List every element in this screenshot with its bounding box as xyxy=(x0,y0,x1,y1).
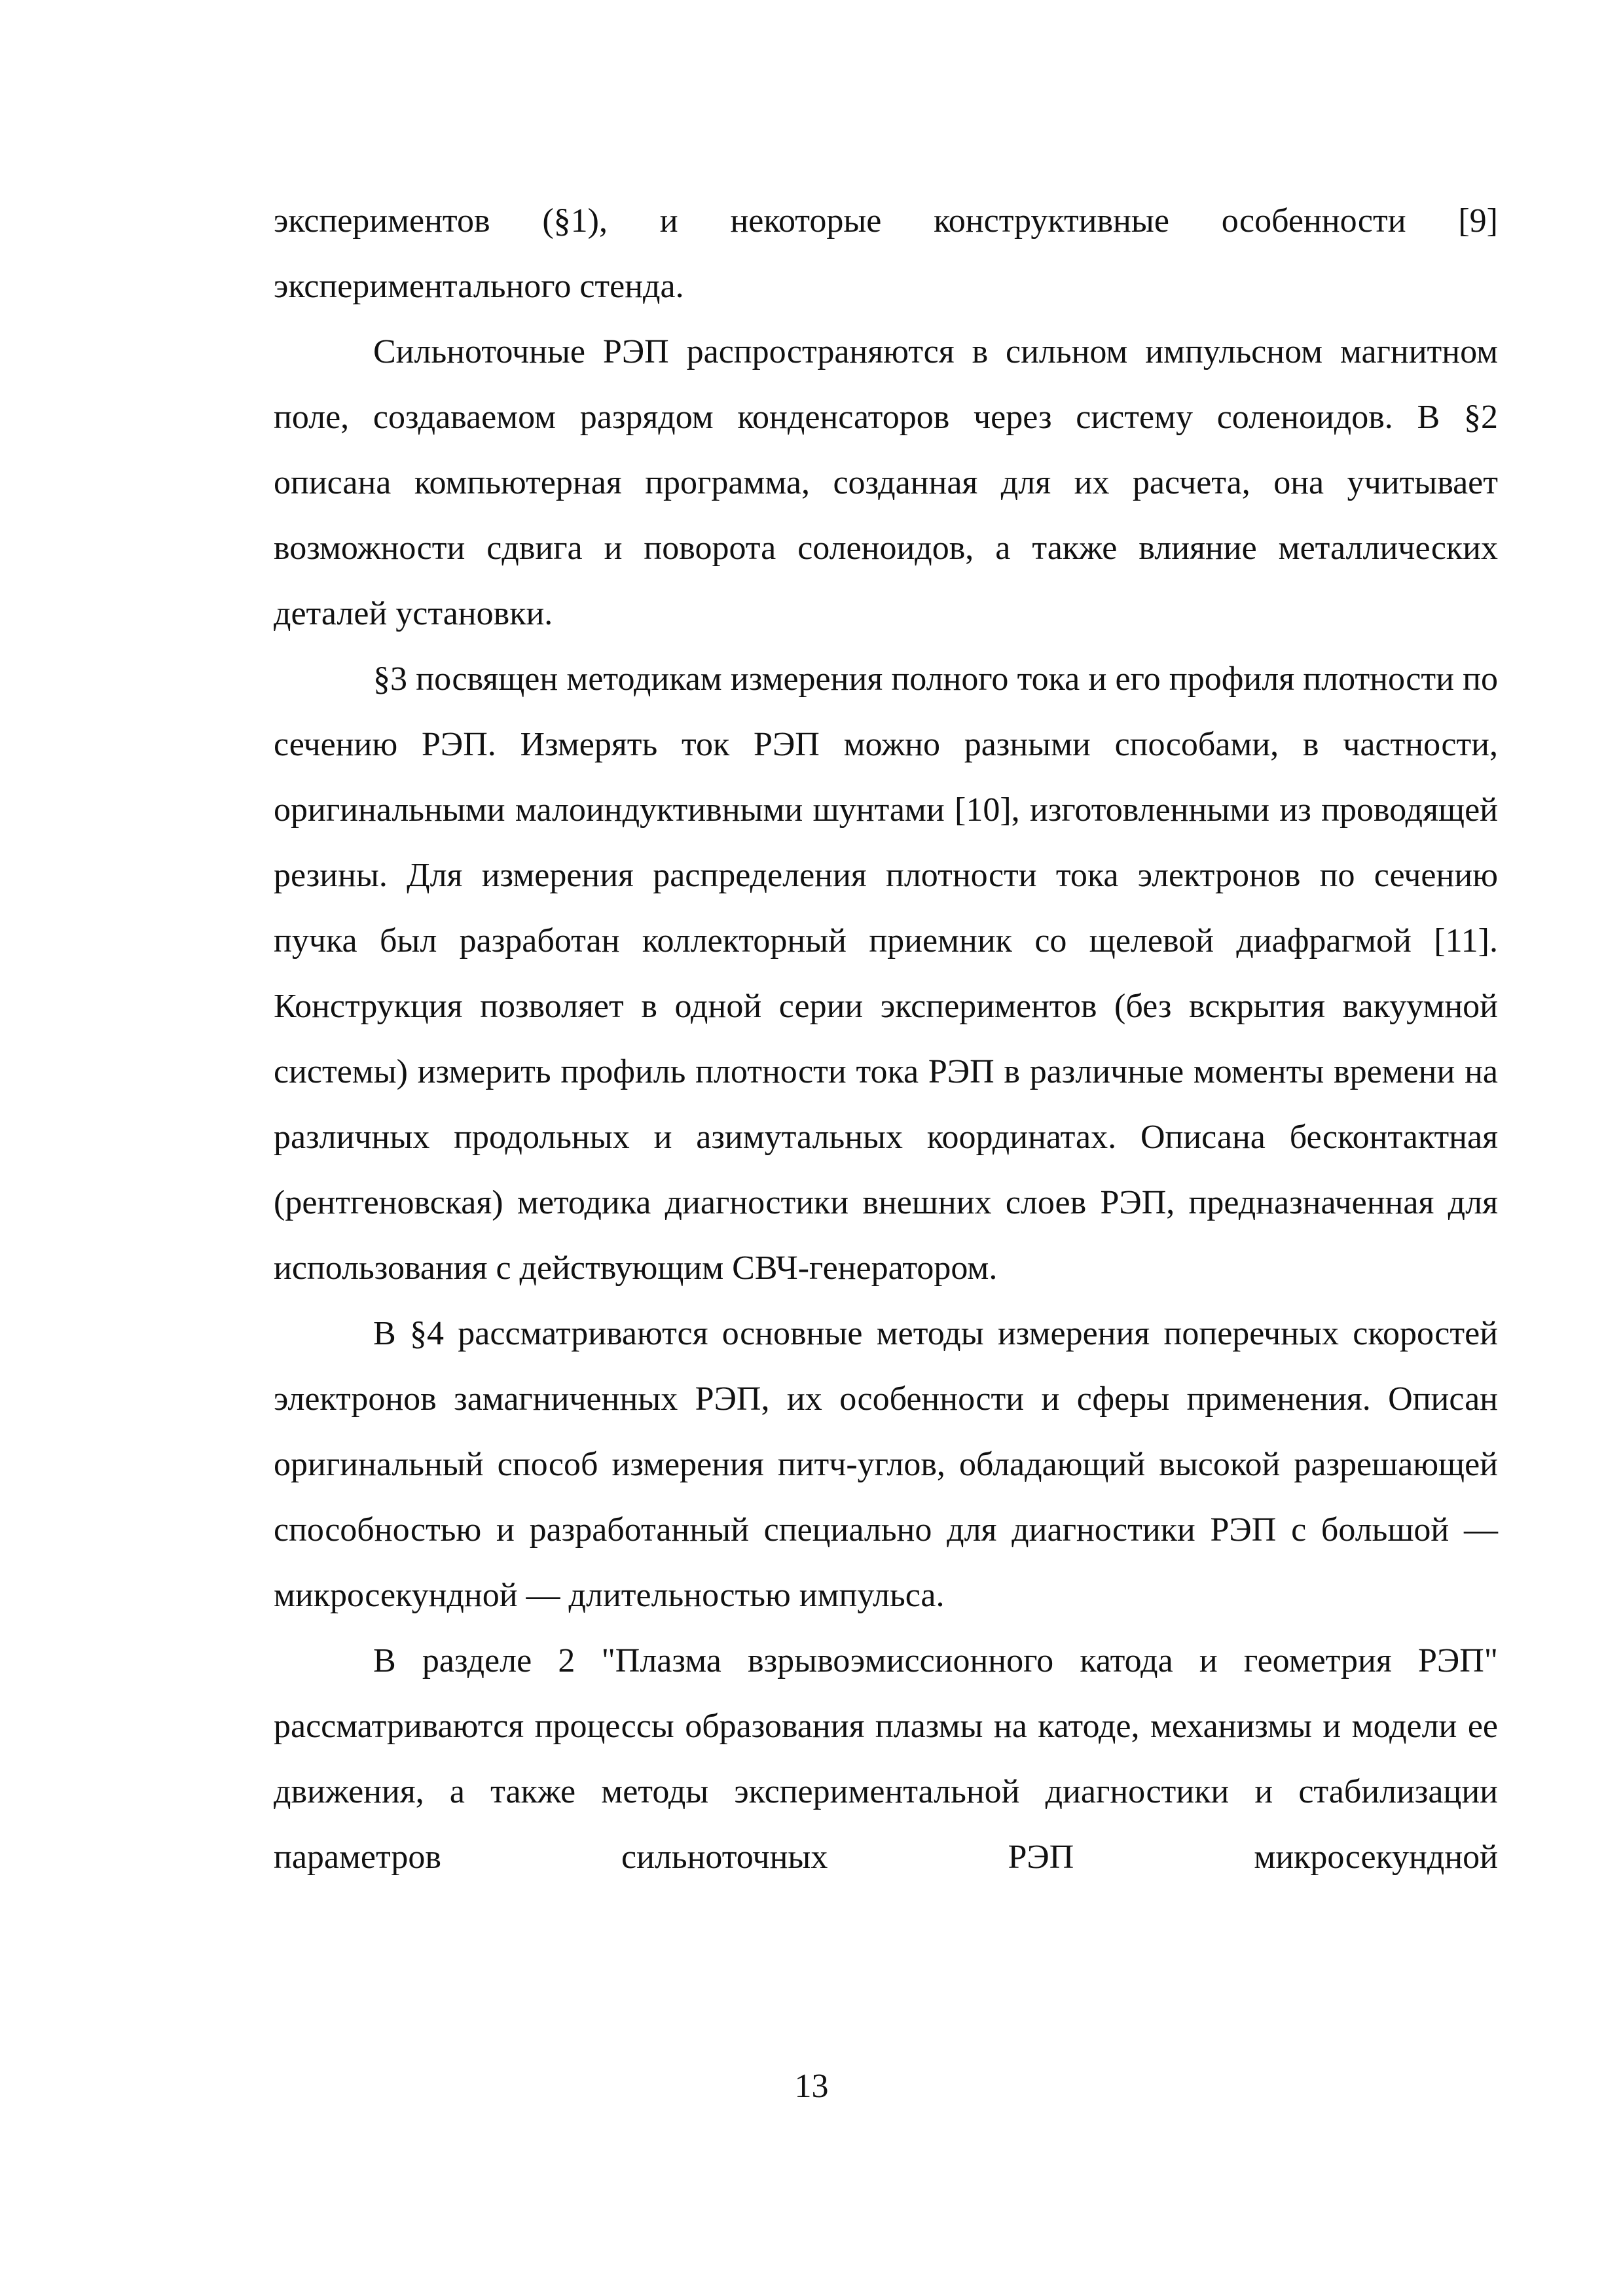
page-number: 13 xyxy=(794,2068,829,2105)
paragraph-continuation: экспериментов (§1), и некоторые конструктивные особенности [9] экспериментального стенда. xyxy=(274,202,1498,305)
body-text xyxy=(274,188,1498,1890)
paragraph-solenoids: Сильноточные РЭП распространяются в сильном импульсном магнитном поле, создаваемом разрядом конденсаторов через систему соленоидов. В §2 описана компьютерная программа, созданная для их расчета, она учитывает возможности сдвига и поворота соленоидов, а также влияние металлических деталей установки. xyxy=(274,333,1498,632)
paragraph-transverse-velocities: В §4 рассматриваются основные методы измерения поперечных скоростей электронов замагниченных РЭП, их особенности и сферы применения. Описан оригинальный способ измерения питч-углов, обладающий высокой разрешающей способностью и разработанный специально для диагностики РЭП с большой — микросекундной — длительностью импульса. xyxy=(274,1315,1498,1614)
paragraph-section-2: В разделе 2 "Плазма взрывоэмиссионного катода и геометрия РЭП" рассматриваются процессы образования плазмы на катоде, механизмы и модели ее движения, а также методы экспериментальной диагностики и стабилизации параметров сильноточных РЭП микросекундной xyxy=(274,1642,1498,1876)
paragraph-current-measurement: §3 посвящен методикам измерения полного тока и его профиля плотности по сечению РЭП. Измерять ток РЭП можно разными способами, в частности, оригинальными малоиндуктивными шунтами [10], изготовленными из проводящей резины. Для измерения распределения плотности тока электронов по сечению пучка был разработан коллекторный приемник со щелевой диафрагмой [11]. Конструкция позволяет в одной серии экспериментов (без вскрытия вакуумной системы) измерить профиль плотности тока РЭП в различные моменты времени на различных продольных и азимутальных координатах. Описана бесконтактная (рентгеновская) методика диагностики внешних слоев РЭП, предназначенная для использования с действующим СВЧ-генератором. xyxy=(274,660,1498,1287)
